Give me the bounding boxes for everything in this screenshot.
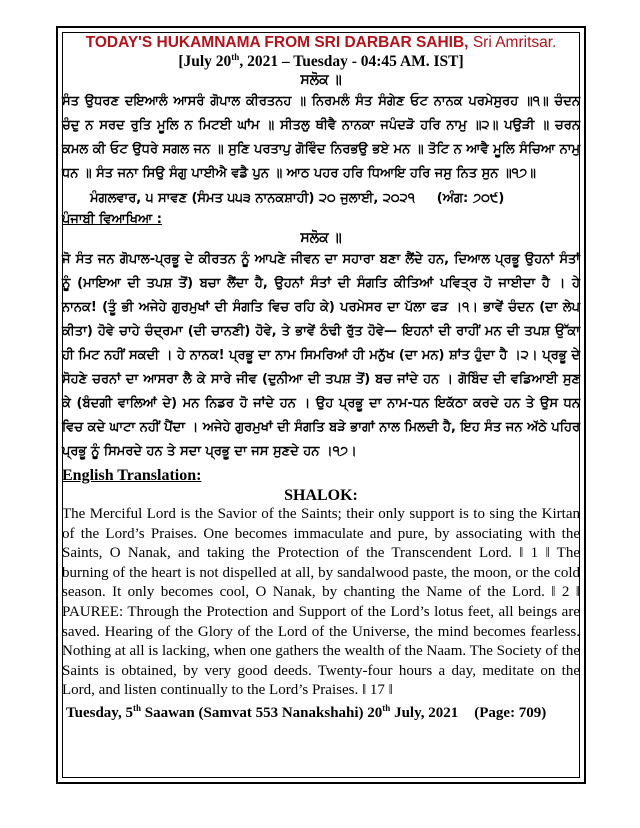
date-line: [July 20th, 2021 – Tuesday - 04:45 AM. IST] — [178, 51, 464, 70]
document-title — [62, 34, 580, 52]
english-translation-label: English Translation: — [62, 467, 202, 484]
page-number: (Page: 709) — [474, 704, 547, 721]
punjabi-explanation-label: ਪੰਜਾਬੀ ਵਿਆਖਿਆ : — [62, 212, 162, 227]
punjabi-date: ਮੰਗਲਵਾਰ, ੫ ਸਾਵਣ (ਸੰਮਤ ੫੫੩ ਨਾਨਕਸ਼ਾਹੀ) ੨੦ ਜੁਲਾਈ, ੨੦੨੧ — [90, 191, 415, 206]
punjabi-date-line — [62, 188, 580, 210]
title-location: Sri Amritsar. — [472, 34, 557, 51]
punjabi-explanation-text: ਜੋ ਸੰਤ ਜਨ ਗੋਪਾਲ-ਪ੍ਰਭੂ ਦੇ ਕੀਰਤਨ ਨੂੰ ਆਪਣੇ ਜੀਵਨ ਦਾ ਸਹਾਰਾ ਬਣਾ ਲੈਂਦੇ ਹਨ, ਦਿਆਲ ਪ੍ਰਭੂ ਉਹਨਾਂ ਸੰਤਾਂ ਨੂੰ (ਮਾਇਆ ਦੀ ਤਪਸ਼ ਤੋਂ) ਬਚਾ ਲੈਂਦਾ ਹੈ, ਉਹਨਾਂ ਸੰਤਾਂ ਦੀ ਸੰਗਤਿ ਕੀਤਿਆਂ ਪਵਿਤ੍ਰ ਹੋ ਜਾਈਦਾ ਹੈ । ਹੇ ਨਾਨਕ! (ਤੂੰ ਭੀ ਅਜੇਹੇ ਗੁਰਮੁਖਾਂ ਦੀ ਸੰਗਤਿ ਵਿਚ ਰਹਿ ਕੇ) ਪਰਮੇਸਰ ਦਾ ਪੱਲਾ ਫੜ ।੧। ਭਾਵੇਂ ਚੰਦਨ (ਦਾ ਲੇਪ ਕੀਤਾ) ਹੋਵੇ ਚਾਹੇ ਚੰਦ੍ਰਮਾ (ਦੀ ਚਾਨਣੀ) ਹੋਵੇ, ਤੇ ਭਾਵੇਂ ਠੰਢੀ ਰੁੱਤ ਹੋਵੇ— ਇਹਨਾਂ ਦੀ ਰਾਹੀਂ ਮਨ ਦੀ ਤਪਸ਼ ਉੱਕਾ ਹੀ ਮਿਟ ਨਹੀਂ ਸਕਦੀ । ਹੇ ਨਾਨਕ! ਪ੍ਰਭੂ ਦਾ ਨਾਮ ਸਿਮਰਿਆਂ ਹੀ ਮਨੁੱਖ (ਦਾ ਮਨ) ਸ਼ਾਂਤ ਹੁੰਦਾ ਹੈ ।੨। ਪ੍ਰਭੂ ਦੇ ਸੋਹਣੇ ਚਰਨਾਂ ਦਾ ਆਸਰਾ ਲੈ ਕੇ ਸਾਰੇ ਜੀਵ (ਦੁਨੀਆ ਦੀ ਤਪਸ਼ ਤੋਂ) ਬਚ ਜਾਂਦੇ ਹਨ । ਗੋਬਿੰਦ ਦੀ ਵਡਿਆਈ ਸੁਣ ਕੇ (ਬੰਦਗੀ ਵਾਲਿਆਂ ਦੇ) ਮਨ ਨਿਡਰ ਹੋ ਜਾਂਦੇ ਹਨ । ਉਹ ਪ੍ਰਭੂ ਦਾ ਨਾਮ-ਧਨ ਇਕੱਠਾ ਕਰਦੇ ਹਨ ਤੇ ਉਸ ਧਨ ਵਿਚ ਕਦੇ ਘਾਟਾ ਨਹੀਂ ਪੈਂਦਾ । ਅਜੇਹੇ ਗੁਰਮੁਖਾਂ ਦੀ ਸੰਗਤਿ ਬੜੇ ਭਾਗਾਂ ਨਾਲ ਮਿਲਦੀ ਹੈ, ਇਹ ਸੰਤ ਜਨ ਅੱਠੇ ਪਹਿਰ ਪ੍ਰਭੂ ਨੂੰ ਸਿਮਰਦੇ ਹਨ ਤੇ ਸਦਾ ਪ੍ਰਭੂ ਦਾ ਜਸ ਸੁਣਦੇ ਹਨ ।੧੭। — [62, 252, 580, 459]
english-translation-text: The Merciful Lord is the Savior of the Saints; their only support is to sing the Kirtan of the Lord’s Praises. One becomes immaculate and pure, by associating with the Saints, O Nanak, and taking the Protection of the Transcendent Lord. ‖ 1 ‖ The burning of the heart is not dispelled at all, by sandalwood paste, the moon, or the cold season. It only becomes cool, O Nanak, by chanting the Name of the Lord. ‖ 2 ‖ PAUREE: Through the Protection and Support of the Lord’s lotus feet, all beings are saved. Hearing of the Glory of the Lord of the Universe, the mind becomes fearless. Nothing at all is lacking, when one gathers the wealth of the Naam. The Society of the Saints is obtained, by very good deeds. Twenty-four hours a day, meditate on the Lord, and listen continually to the Lord’s Praises. ‖ 17 ‖ — [62, 506, 580, 699]
hukamnama-document — [62, 34, 580, 723]
gurbani-heading: ਸਲੋਕ ॥ — [300, 73, 342, 88]
ang-number: (ਅੰਗ: ੭੦੯) — [436, 191, 505, 206]
punjabi-heading: ਸਲੋਕ ॥ — [300, 231, 342, 246]
english-heading: SHALOK: — [284, 487, 358, 504]
gurbani-text: ਸੰਤ ਉਧਰਣ ਦਇਆਲੰ ਆਸਰੰ ਗੋਪਾਲ ਕੀਰਤਨਹ ॥ ਨਿਰਮਲੰ ਸੰਤ ਸੰਗੇਣ ਓਟ ਨਾਨਕ ਪਰਮੇਸੁਰਹ ॥੧॥ ਚੰਦਨ ਚੰਦੁ ਨ ਸਰਦ ਰੁਤਿ ਮੂਲਿ ਨ ਮਿਟਈ ਘਾਂਮ ॥ ਸੀਤਲੁ ਥੀਵੈ ਨਾਨਕਾ ਜਪੰਦੜੋ ਹਰਿ ਨਾਮੁ ॥੨॥ ਪਉੜੀ ॥ ਚਰਨ ਕਮਲ ਕੀ ਓਟ ਉਧਰੇ ਸਗਲ ਜਨ ॥ ਸੁਣਿ ਪਰਤਾਪੁ ਗੋਵਿੰਦ ਨਿਰਭਉ ਭਏ ਮਨ ॥ ਤੋਟਿ ਨ ਆਵੈ ਮੂਲਿ ਸੰਚਿਆ ਨਾਮੁ ਧਨ ॥ ਸੰਤ ਜਨਾ ਸਿਉ ਸੰਗੁ ਪਾਈਐ ਵਡੈ ਪੁਨ ॥ ਆਠ ਪਹਰ ਹਰਿ ਧਿਆਇ ਹਰਿ ਜਸੁ ਨਿਤ ਸੁਨ ॥੧੭॥ — [62, 94, 580, 181]
footer-date-line: Tuesday, 5th Saawan (Samvat 553 Nanakshahi) 20th July, 2021 (Page: 709) — [66, 702, 547, 721]
title-text: TODAY'S HUKAMNAMA FROM SRI DARBAR SAHIB, — [85, 34, 469, 51]
